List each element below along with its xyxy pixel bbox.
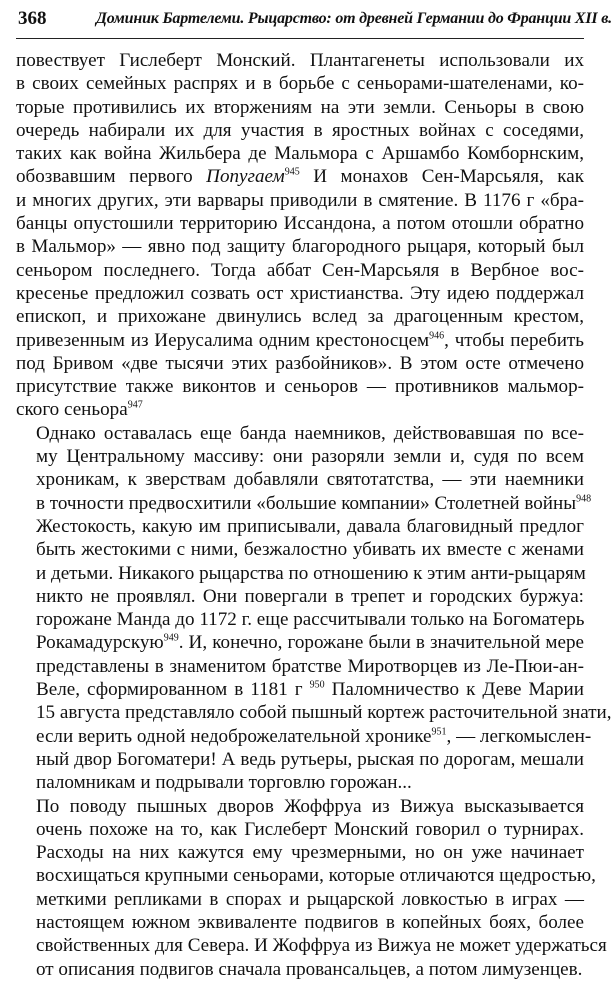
footnote-ref: 950: [309, 679, 325, 691]
text-line: под Бривом «две тысячи этих разбойников». В этом осте отмечено: [16, 352, 584, 374]
footnote-ref: 945: [284, 167, 300, 179]
text-line: очень похоже на то, как Гислеберт Монский говорил о турнирах.: [36, 818, 584, 840]
text-line: настоящем южном эквиваленте подвигов в копейных боях, более: [36, 911, 584, 933]
paragraph: [16, 49, 584, 422]
text-line: горожане Манда до 1172 г. еще рассчитывали только на Богоматерь: [36, 609, 585, 631]
text-line: в точности предвосхитили «большие компании» Столетней войны$^{948}$: [36, 492, 592, 514]
text-line: от описания подвигов сначала провансальцев, а потом лимузенцев.: [36, 958, 583, 980]
text-line: таких как война Жильбера де Мальмора с Аршамбо Комборнским,: [16, 143, 584, 165]
footnote-ref: 949: [163, 633, 179, 645]
text-line: присутствие также виконтов и сеньоров — противников мальмор-: [16, 376, 584, 398]
text-line: По поводу пышных дворов Жоффруа из Вижуа высказывается: [36, 795, 584, 817]
text-line: очередь набирали их для участия в яростных войнах с соседями,: [16, 119, 584, 141]
text-line: быть жестокими с ними, безжалостно убивать их вместе с женами: [36, 539, 584, 561]
running-head: [16, 0, 612, 39]
footnote-ref: 946: [429, 330, 445, 342]
text-line: 15 августа представляло собой пышный кортеж расточительной знати,: [36, 702, 612, 724]
paragraph: [16, 422, 612, 795]
text-line: восхищаться крупными сеньорами, которые отличаются щедростью,: [36, 865, 596, 887]
text-line: торые противились их вторжениям на эти земли. Сеньоры в свою: [16, 96, 584, 118]
text-line: меткими репликами в спорах и рыцарской ловкостью в играх —: [36, 888, 584, 910]
body-text: [16, 49, 612, 981]
text-line: обозвавшим первого Попугаем$^{945}$ И монахов Сен-Марсьяля, как: [16, 166, 584, 188]
text-line: в своих семейных распрях и в борьбе с сеньорами-шателенами, ко-: [16, 73, 584, 95]
page-number: 368: [18, 8, 47, 29]
text-line: ского сеньора$^{947}$: [16, 399, 143, 421]
text-line: представлены в знаменитом братстве Миротворцев из Ле-Пюи-ан-: [36, 655, 584, 677]
text-line: епископ, и прихожане двинулись вслед за драгоценным крестом,: [16, 306, 584, 328]
text-line: если верить одной недоброжелательной хронике$^{951}$, — легкомыслен-: [36, 725, 592, 747]
text-line: и многих других, эти варвары приводили в смятение. В 1176 г «бра-: [16, 189, 584, 211]
text-line: повествует Гислеберт Монский. Плантагенеты использовали их: [16, 50, 584, 71]
text-line: Веле, сформированном в 1181 г $^{950}$ Паломничество к Деве Марии: [36, 679, 584, 701]
footnote-ref: 951: [431, 726, 447, 738]
text-line: хроникам, к зверствам добавляли святотатства, — эти наемники: [36, 469, 584, 491]
footnote-ref: 948: [576, 493, 592, 505]
text-line: банцы опустошили территорию Иссандона, а потом отошли обратно: [16, 213, 584, 235]
text-line: му Центральному массиву: они разоряли земли и, судя по всем: [36, 446, 584, 468]
running-title: Доминик Бартелеми. Рыцарство: от древней Германии до Франции XII в.: [96, 10, 612, 27]
text-line: Расходы на них кажутся ему чрезмерными, но он уже начинает: [36, 842, 584, 864]
text-line: Жестокость, какую им приписывали, давала благовидный предлог: [36, 515, 584, 537]
text-line: Однако оставалась еще банда наемников, действовавшая по все-: [36, 422, 584, 444]
paragraph: [16, 795, 607, 981]
text-line: ный двор Богоматери! А ведь рутьеры, рыская по дорогам, мешали: [36, 748, 584, 770]
text-line: никто не проявлял. Они повергали в трепет и городских буржуа:: [36, 585, 584, 607]
text-line: Рокамадурскую$^{949}$. И, конечно, горожане были в значительной мере: [36, 632, 584, 654]
text-line: и детьми. Никакого рыцарства по отношению к этим анти-рыцарям: [36, 562, 586, 584]
text-line: привезенным из Иерусалима одним крестоносцем$^{946}$, чтобы перебить: [16, 329, 584, 351]
footnote-ref: 947: [127, 400, 143, 412]
text-line: паломникам и подрывали торговлю горожан...: [36, 772, 412, 794]
text-line: в Мальмор» — явно под защиту благородного рыцаря, который был: [16, 236, 584, 258]
text-line: свойственных для Севера. И Жоффруа из Вижуа не может удержаться: [36, 935, 607, 957]
text-line: сеньором последнего. Тогда аббат Сен-Марсьяля в Вербное вос-: [16, 259, 584, 281]
text-line: кресенье предложил созвать ост христианства. Эту идею поддержал: [16, 282, 584, 304]
